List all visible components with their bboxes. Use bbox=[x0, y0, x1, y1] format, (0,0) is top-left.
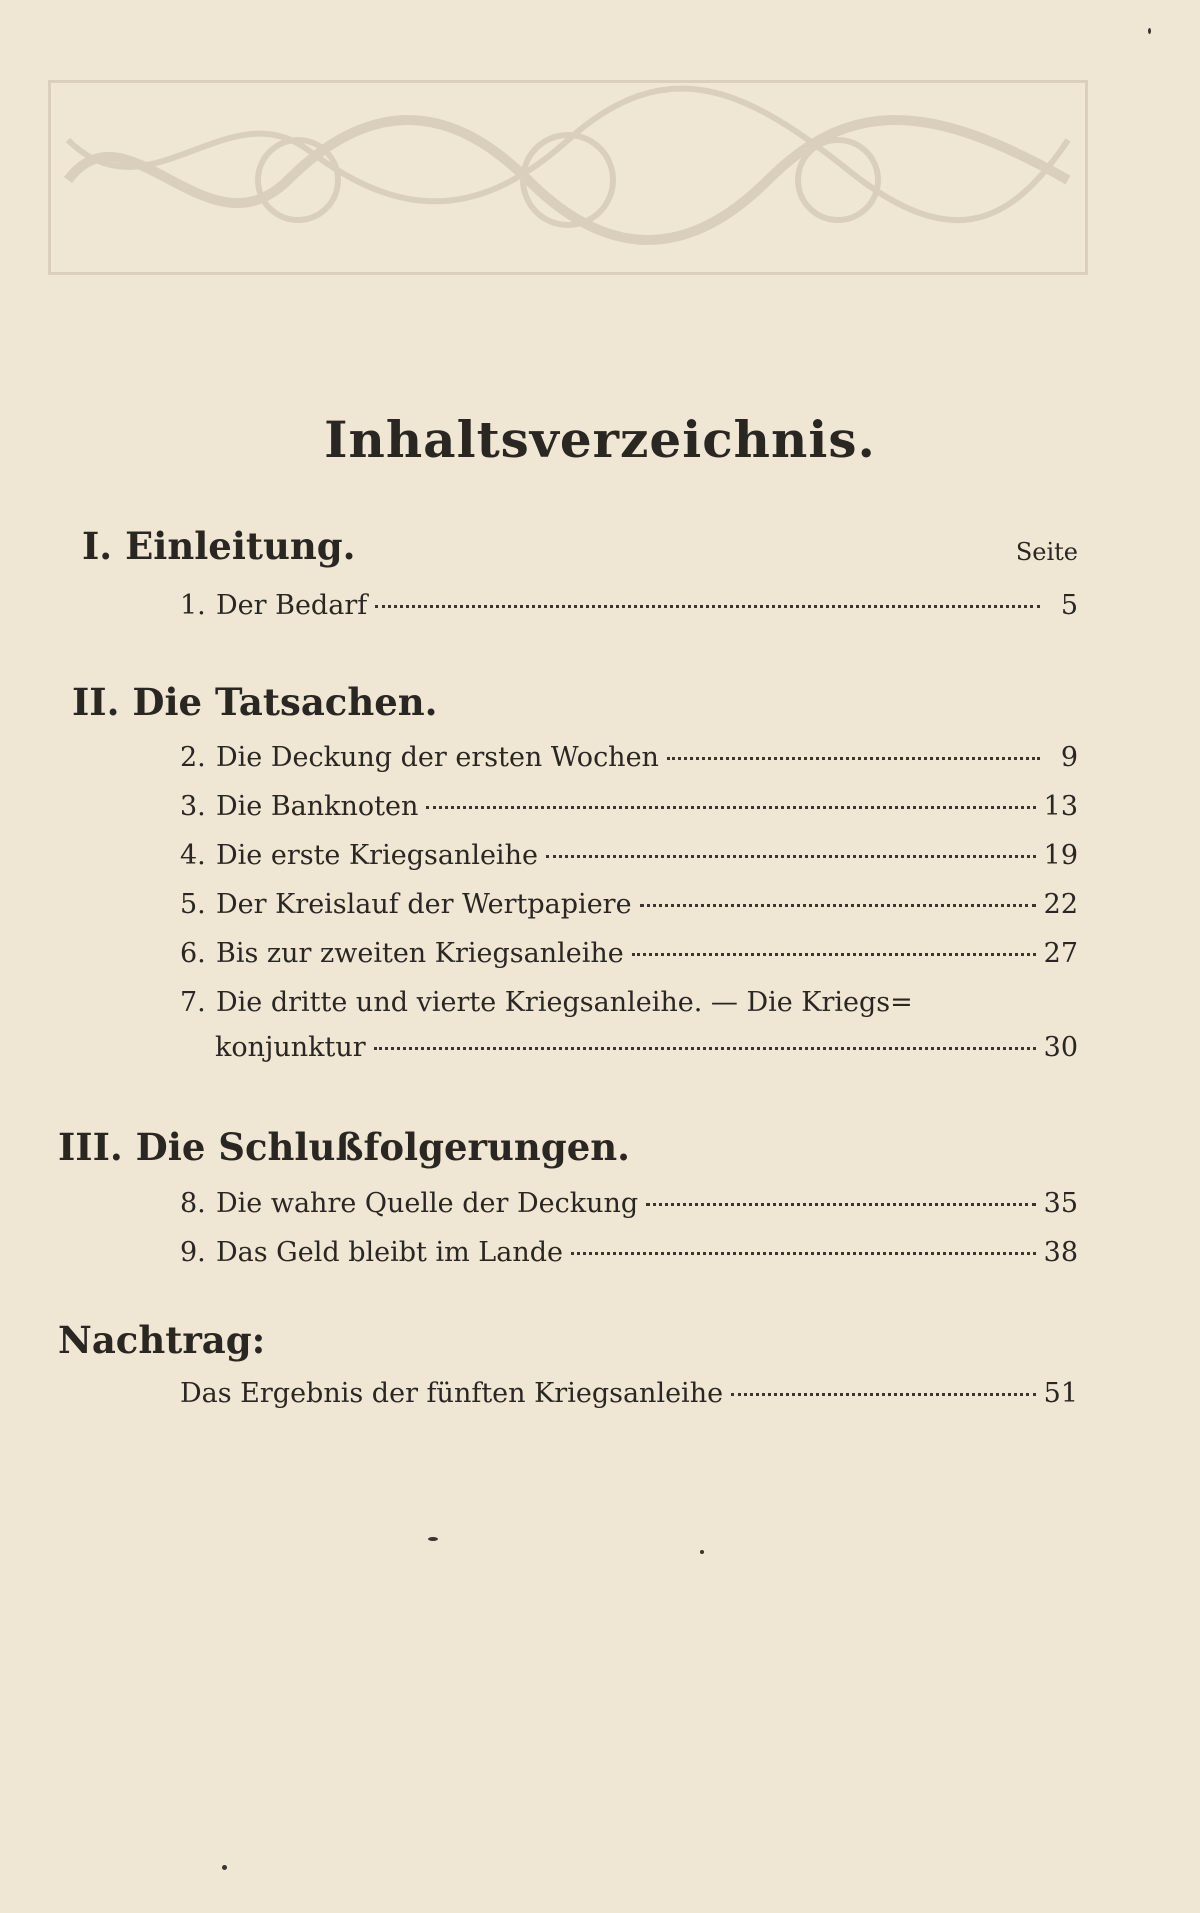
entry-page: 30 bbox=[1043, 1032, 1078, 1063]
section-heading-schlussfolgerungen: III. Die Schlußfolgerungen. bbox=[58, 1125, 631, 1169]
paper-speck bbox=[1148, 28, 1151, 34]
toc-entry bbox=[180, 742, 1078, 782]
entry-title: Die wahre Quelle der Deckung bbox=[216, 1188, 639, 1219]
toc-entry bbox=[180, 938, 1078, 978]
dot-leader bbox=[640, 904, 1036, 907]
toc-entry-first-line bbox=[180, 987, 1078, 1018]
paper-speck bbox=[222, 1865, 227, 1870]
dot-leader bbox=[646, 1203, 1035, 1206]
entry-page: 5 bbox=[1060, 590, 1078, 621]
dot-leader bbox=[374, 1047, 1036, 1050]
entry-title: Die Deckung der ersten Wochen bbox=[216, 742, 659, 773]
entry-number: 9. bbox=[180, 1237, 206, 1268]
entry-title: Die erste Kriegsanleihe bbox=[216, 840, 538, 871]
entry-page: 38 bbox=[1043, 1237, 1078, 1268]
dot-leader bbox=[731, 1393, 1036, 1396]
dot-leader bbox=[632, 953, 1036, 956]
entry-number: 4. bbox=[180, 840, 206, 871]
page-title: Inhaltsverzeichnis. bbox=[324, 410, 876, 469]
entry-page: 35 bbox=[1043, 1188, 1078, 1219]
entry-page: 51 bbox=[1043, 1378, 1078, 1409]
entry-page: 13 bbox=[1043, 791, 1078, 822]
entry-number: 8. bbox=[180, 1188, 206, 1219]
entry-number: 2. bbox=[180, 742, 206, 773]
entry-title: Der Bedarf bbox=[216, 590, 368, 621]
entry-page: 27 bbox=[1043, 938, 1078, 969]
entry-title: Das Ergebnis der fünften Kriegsanleihe bbox=[180, 1378, 724, 1409]
dot-leader bbox=[426, 806, 1035, 809]
entry-title: Bis zur zweiten Kriegsanleihe bbox=[216, 938, 624, 969]
toc-entry bbox=[180, 889, 1078, 929]
entry-title: Die Banknoten bbox=[216, 791, 419, 822]
paper-speck bbox=[428, 1537, 438, 1541]
dot-leader bbox=[546, 855, 1036, 858]
entry-page: 19 bbox=[1043, 840, 1078, 871]
section-heading-tatsachen: II. Die Tatsachen. bbox=[72, 680, 438, 724]
entry-title: Der Kreislauf der Wertpapiere bbox=[216, 889, 632, 920]
toc-entry bbox=[180, 1188, 1078, 1228]
entry-title: Das Geld bleibt im Lande bbox=[216, 1237, 563, 1268]
entry-number: 6. bbox=[180, 938, 206, 969]
section-heading-nachtrag: Nachtrag: bbox=[58, 1318, 266, 1362]
toc-entry bbox=[180, 1237, 1078, 1277]
entry-title: Die dritte und vierte Kriegsanleihe. — Die Kriegs= bbox=[216, 987, 913, 1018]
section-heading-einleitung: I. Einleitung. bbox=[82, 524, 356, 568]
dot-leader bbox=[375, 605, 1040, 608]
toc-entry bbox=[180, 590, 1078, 630]
faded-ornament-band bbox=[48, 80, 1088, 275]
paper-speck bbox=[700, 1550, 704, 1554]
entry-title-continuation: konjunktur bbox=[215, 1032, 366, 1063]
dot-leader bbox=[571, 1252, 1036, 1255]
toc-entry bbox=[180, 791, 1078, 831]
entry-number: 3. bbox=[180, 791, 206, 822]
entry-page: 22 bbox=[1043, 889, 1078, 920]
toc-entry bbox=[180, 1378, 1078, 1418]
entry-number: 1. bbox=[180, 590, 206, 621]
entry-number: 7. bbox=[180, 987, 206, 1018]
entry-number: 5. bbox=[180, 889, 206, 920]
entry-page: 9 bbox=[1060, 742, 1078, 773]
dot-leader bbox=[667, 757, 1040, 760]
toc-entry-continuation bbox=[215, 1032, 1078, 1072]
page-column-header: Seite bbox=[1015, 538, 1078, 566]
toc-entry bbox=[180, 840, 1078, 880]
